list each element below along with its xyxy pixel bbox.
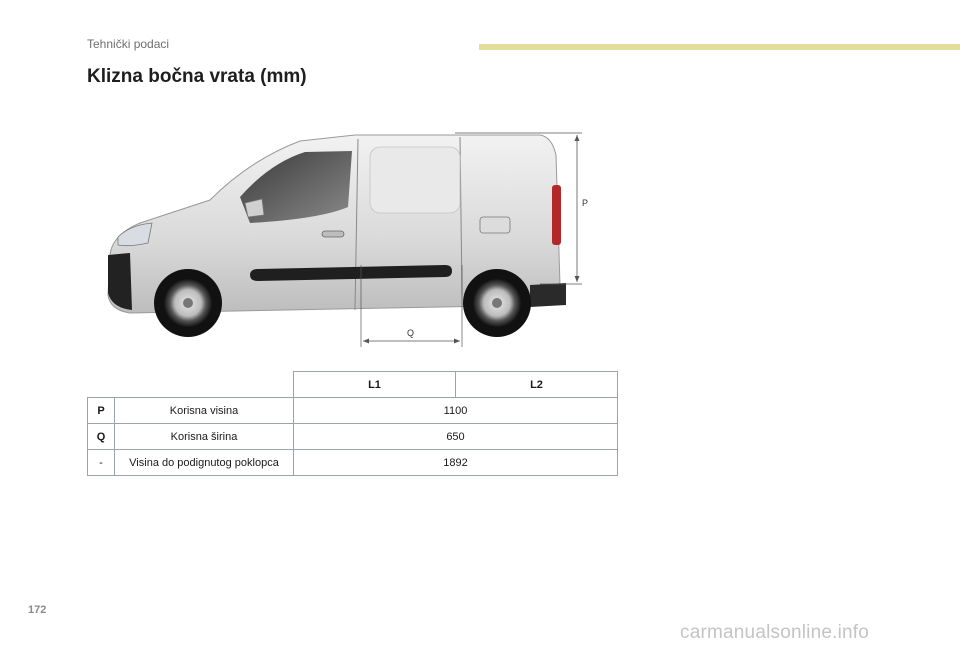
dim-p-arrow-top bbox=[575, 135, 580, 141]
row-description: Visina do podignutog poklopca bbox=[115, 450, 294, 476]
row-value: 650 bbox=[294, 424, 618, 450]
rear-wheel-hub bbox=[492, 298, 502, 308]
table-header-blank bbox=[88, 372, 294, 398]
rear-bumper-shape bbox=[530, 283, 566, 307]
row-code: Q bbox=[88, 424, 115, 450]
dimensions-table bbox=[87, 371, 618, 476]
headlight-shape bbox=[118, 223, 152, 246]
dim-p-arrow-bottom bbox=[575, 276, 580, 282]
dim-label-p: P bbox=[582, 198, 589, 208]
table-header-row bbox=[88, 372, 618, 398]
table-row bbox=[88, 398, 618, 424]
fuel-flap-shape bbox=[480, 217, 510, 233]
row-description: Korisna širina bbox=[115, 424, 294, 450]
column-header-l2: L2 bbox=[456, 372, 618, 398]
cargo-panel-shape bbox=[370, 147, 460, 213]
column-header-l1: L1 bbox=[294, 372, 456, 398]
rear-light-shape bbox=[552, 185, 561, 245]
van-dimension-figure bbox=[100, 125, 600, 350]
table-row bbox=[88, 424, 618, 450]
row-value: 1892 bbox=[294, 450, 618, 476]
dim-q-arrow-right bbox=[454, 339, 460, 344]
table-row bbox=[88, 450, 618, 476]
dim-q-arrow-left bbox=[363, 339, 369, 344]
section-label: Tehnički podaci bbox=[87, 37, 170, 51]
watermark: carmanualsonline.info bbox=[680, 622, 870, 643]
van-illustration bbox=[100, 125, 600, 350]
row-code: P bbox=[88, 398, 115, 424]
row-value: 1100 bbox=[294, 398, 618, 424]
front-wheel-hub bbox=[183, 298, 193, 308]
row-description: Korisna visina bbox=[115, 398, 294, 424]
header-accent-bar bbox=[479, 44, 960, 50]
page-number: 172 bbox=[28, 604, 47, 616]
row-code: - bbox=[88, 450, 115, 476]
door-handle-shape bbox=[322, 231, 344, 237]
dim-label-q: Q bbox=[407, 328, 415, 338]
page-title: Klizna bočna vrata (mm) bbox=[87, 66, 307, 87]
